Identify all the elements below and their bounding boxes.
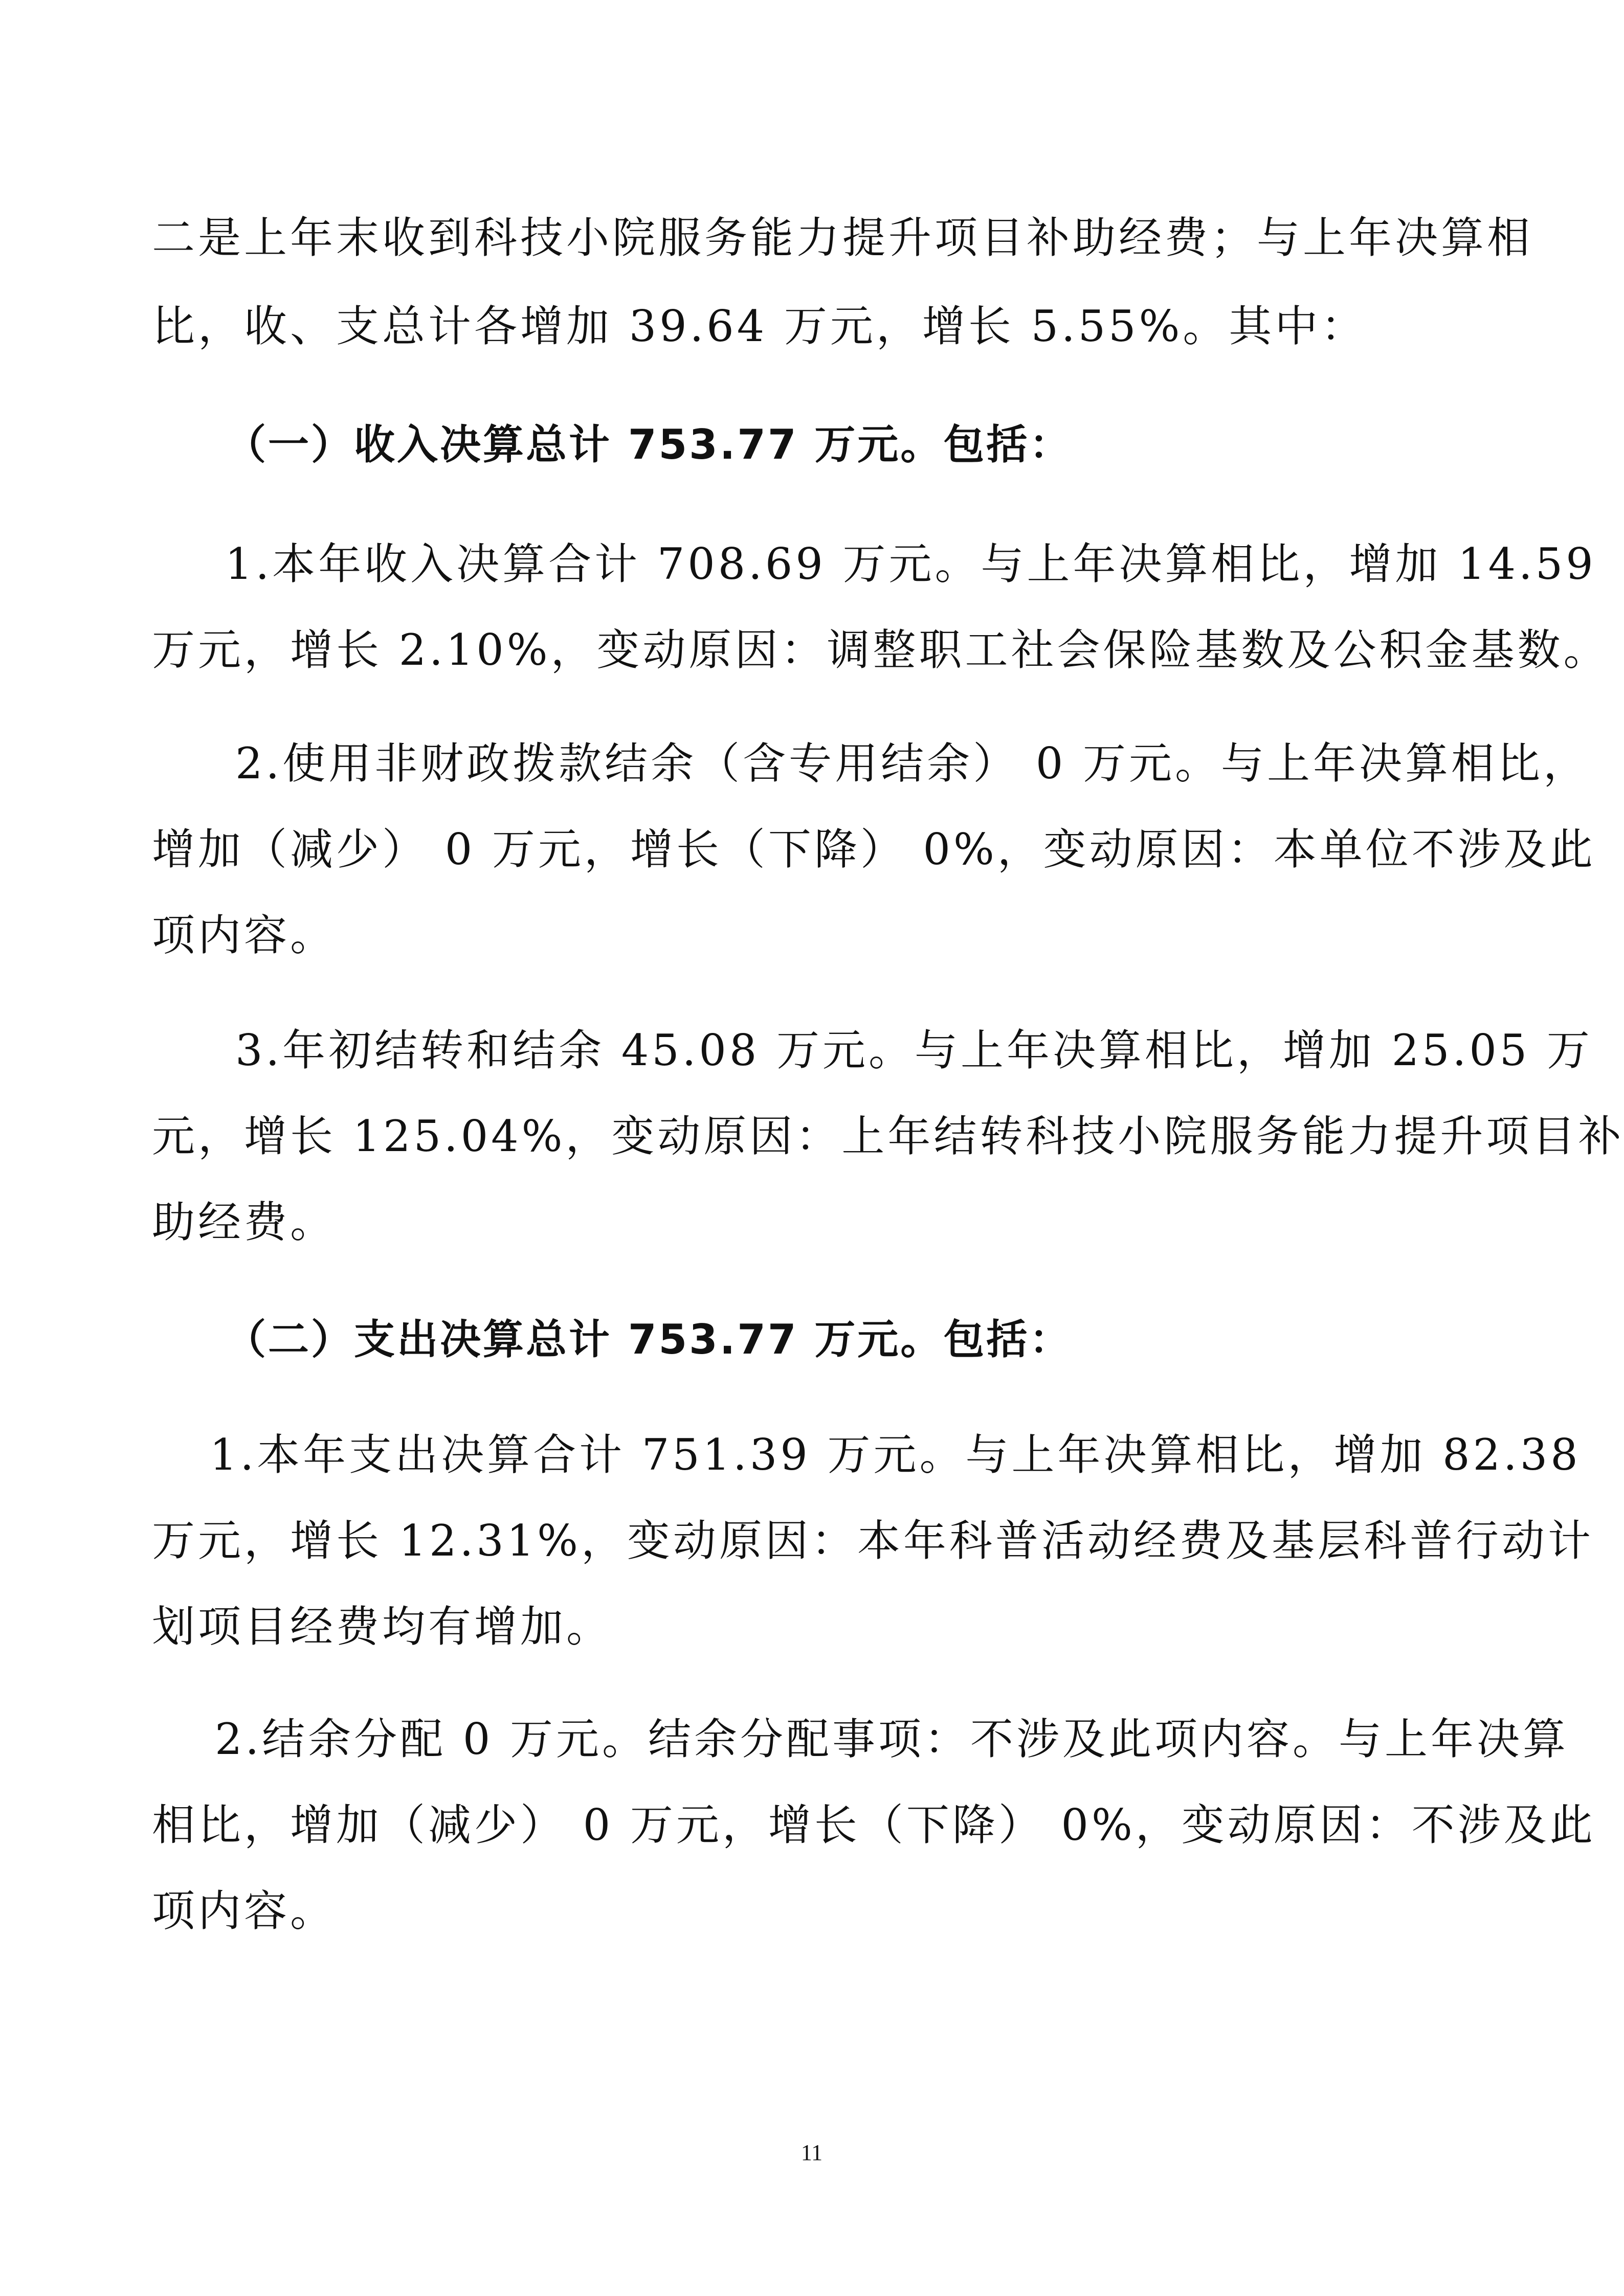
expenditure-item1-line-3: 划项目经费均有增加。 [152, 1602, 613, 1652]
intro-line-1: 二是上年末收到科技小院服务能力提升项目补助经费；与上年决算相 [152, 213, 1533, 263]
expenditure-item2-line-3: 项内容。 [152, 1886, 337, 1936]
expenditure-heading: （二）支出决算总计 753.77 万元。包括： [225, 1316, 1073, 1363]
income-item3-line-3: 助经费。 [152, 1197, 337, 1247]
expenditure-item2-line-1: 2.结余分配 0 万元。结余分配事项：不涉及此项内容。与上年决算 [215, 1714, 1569, 1764]
income-item2-line-3: 项内容。 [152, 910, 337, 960]
income-item1-line-2: 万元，增长 2.10%，变动原因：调整职工社会保险基数及公积金基数。 [152, 625, 1610, 675]
page-number: 11 [800, 2140, 823, 2165]
expenditure-item1-line-2: 万元，增长 12.31%，变动原因：本年科普活动经费及基层科普行动计 [152, 1516, 1594, 1566]
income-item3-line-1: 3.年初结转和结余 45.08 万元。与上年决算相比，增加 25.05 万 [235, 1025, 1593, 1075]
income-item2-line-1: 2.使用非财政拨款结余（含专用结余） 0 万元。与上年决算相比， [235, 738, 1589, 789]
income-item2-line-2: 增加（减少） 0 万元，增长（下降） 0%，变动原因：本单位不涉及此 [152, 824, 1596, 874]
expenditure-item2-line-2: 相比，增加（减少） 0 万元，增长（下降） 0%，变动原因：不涉及此 [152, 1800, 1596, 1850]
income-heading: （一）收入决算总计 753.77 万元。包括： [225, 421, 1073, 468]
intro-line-2: 比，收、支总计各增加 39.64 万元，增长 5.55%。其中： [152, 301, 1367, 351]
income-item1-line-1: 1.本年收入决算合计 708.69 万元。与上年决算相比，增加 14.59 [225, 539, 1596, 589]
income-item3-line-2: 元，增长 125.04%，变动原因：上年结转科技小院服务能力提升项目补 [152, 1111, 1624, 1161]
expenditure-item1-line-1: 1.本年支出决算合计 751.39 万元。与上年决算相比，增加 82.38 [210, 1430, 1581, 1480]
